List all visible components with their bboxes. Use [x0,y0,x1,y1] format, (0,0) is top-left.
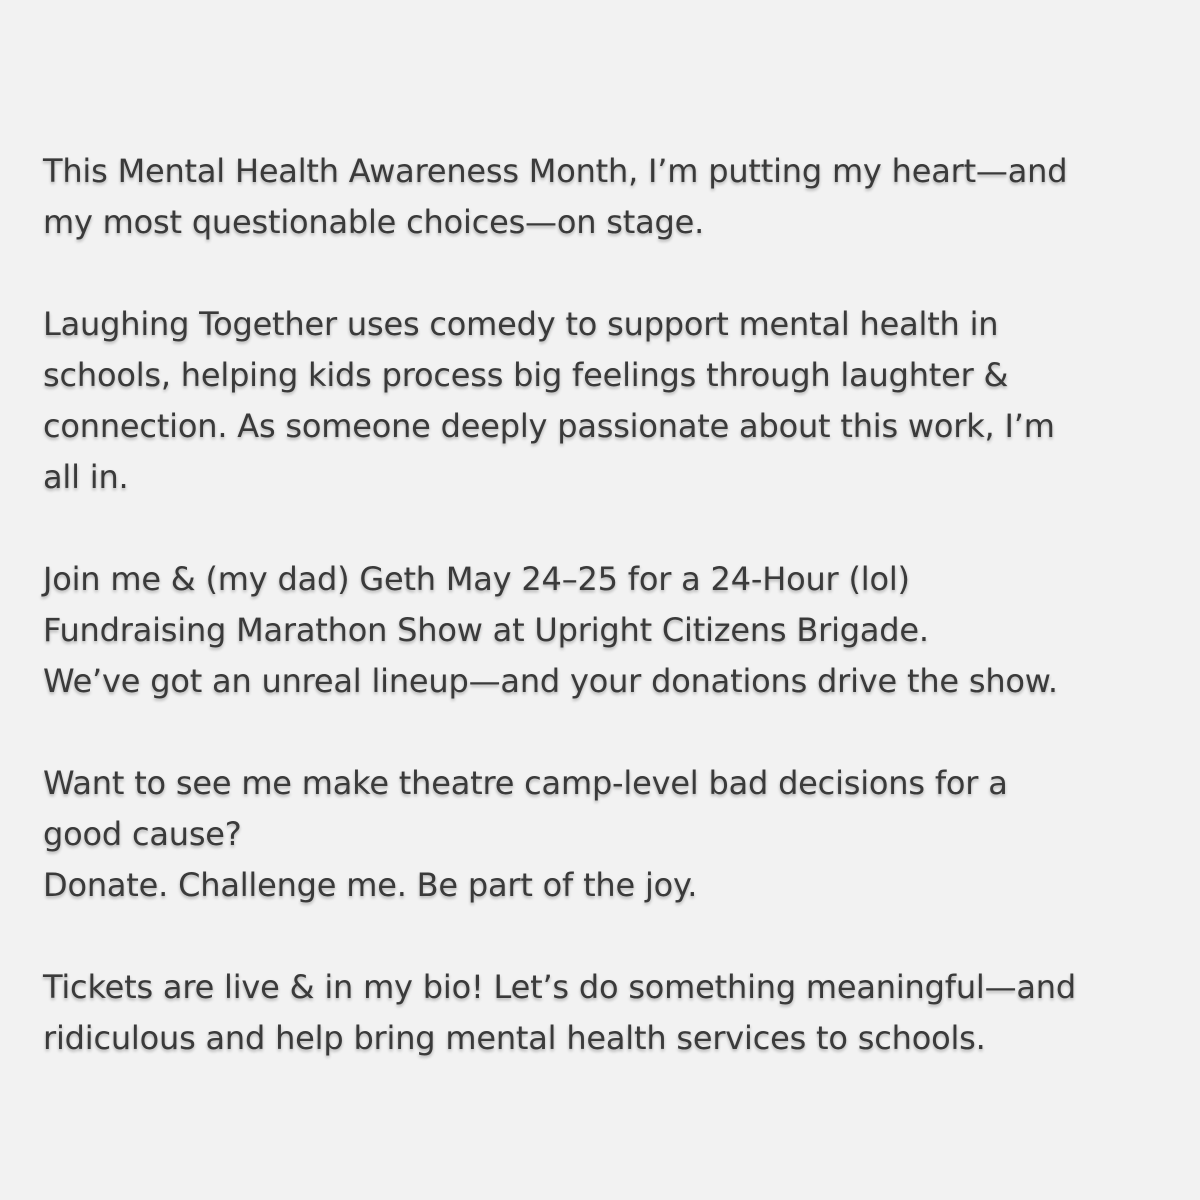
text-line: schools, helping kids process big feelings through laughter & [43,356,1009,394]
paragraph-call-to-action [43,758,1173,911]
text-line: good cause? [43,815,242,853]
paragraph-tickets [43,962,1173,1064]
text-line: my most questionable choices—on stage. [43,203,705,241]
text-line: Laughing Together uses comedy to support mental health in [43,305,999,343]
text-line: Fundraising Marathon Show at Upright Citizens Brigade. [43,611,929,649]
text-line: Donate. Challenge me. Be part of the joy. [43,866,698,904]
text-line: Tickets are live & in my bio! Let’s do something meaningful—and [43,968,1076,1006]
text-line: Join me & (my dad) Geth May 24–25 for a 24-Hour (lol) [43,560,910,598]
text-line: connection. As someone deeply passionate about this work, I’m [43,407,1055,445]
paragraph-event-details [43,554,1173,707]
text-line: We’ve got an unreal lineup—and your donations drive the show. [43,662,1058,700]
text-line: This Mental Health Awareness Month, I’m putting my heart—and [43,152,1068,190]
text-line: ridiculous and help bring mental health services to schools. [43,1019,986,1057]
paragraph-intro [43,146,1173,248]
post-text-body [43,146,1173,1064]
text-line: all in. [43,458,129,496]
paragraph-about-organization [43,299,1173,503]
text-line: Want to see me make theatre camp-level bad decisions for a [43,764,1008,802]
